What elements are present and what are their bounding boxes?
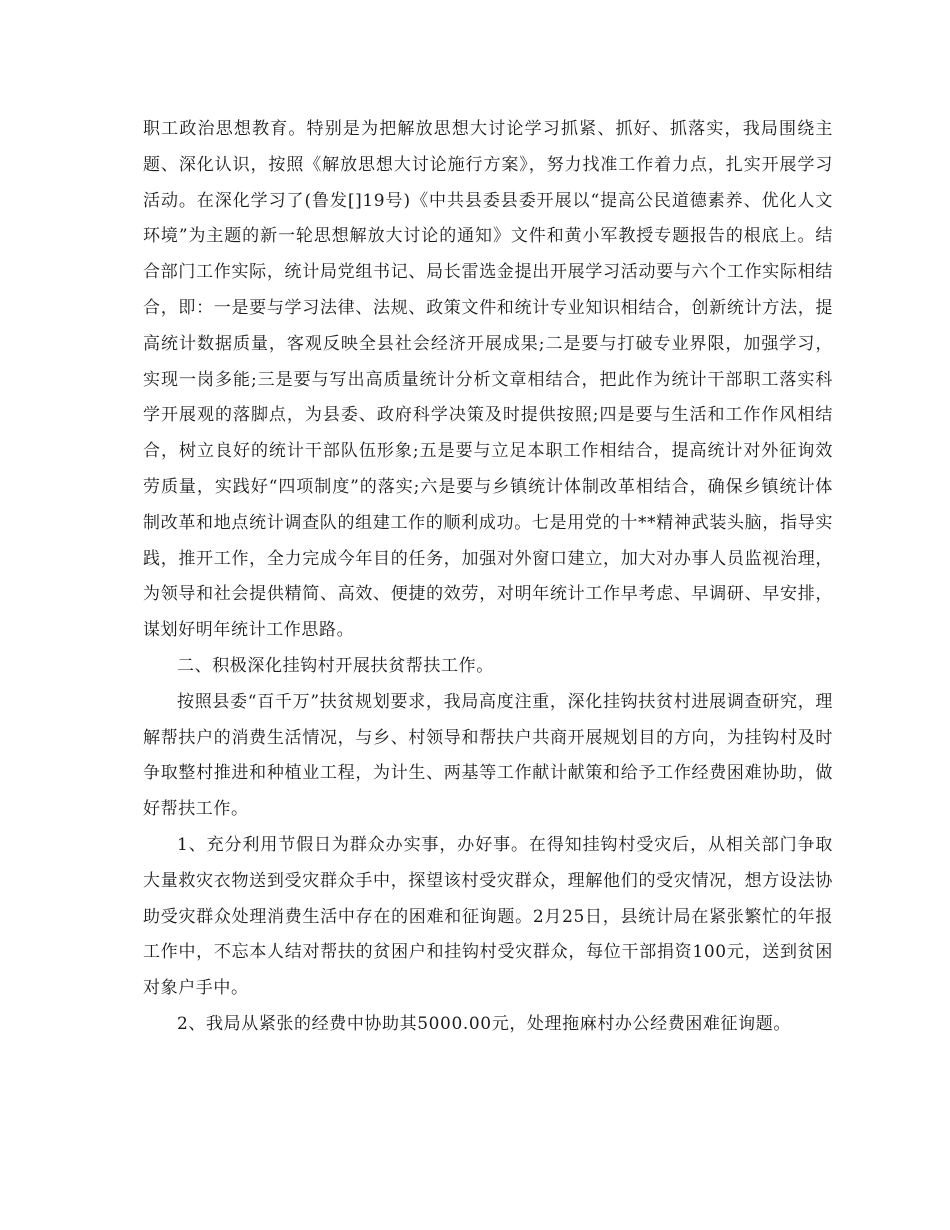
paragraph-continuation: 职工政治思想教育。特别是为把解放思想大讨论学习抓紧、抓好、抓落实，我局围绕主题、深化认识，按照《解放思想大讨论施行方案》，努力找准工作着力点，扎实开展学习活动。在深化学习了(鲁发[]19号)《中共县委县委开展以“提高公民道德素养、优化人文环境”为主题的新一轮思想解放大讨论的通知》文件和黄小军教授专题报告的根底上。结合部门工作实际，统计局党组书记、局长雷选金提出开展学习活动要与六个工作实际相结合，即：一是要与学习法律、法规、政策文件和统计专业知识相结合，创新统计方法，提高统计数据质量，客观反映全县社会经济开展成果;二是要与打破专业界限，加强学习，实现一岗多能;三是要与写出高质量统计分析文章相结合，把此作为统计干部职工落实科学开展观的落脚点，为县委、政府科学决策及时提供按照;四是要与生活和工作作风相结合，树立良好的统计干部队伍形象;五是要与立足本职工作相结合，提高统计对外征询效劳质量，实践好“四项制度”的落实;六是要与乡镇统计体制改革相结合，确保乡镇统计体制改革和地点统计调查队的组建工作的顺利成功。七是用党的十**精神武装头脑，指导实践，推开工作，全力完成今年目的任务，加强对外窗口建立，加大对办事人员监视治理，为领导和社会提供精简、高效、便捷的效劳，对明年统计工作早考虑、早调研、早安排，谋划好明年统计工作思路。 bbox=[143, 119, 833, 641]
list-item-2: 2、我局从紧张的经费中协助其5000.00元，处理拖麻村办公经费困难征询题。 bbox=[177, 1013, 791, 1034]
list-item-1: 1、充分利用节假日为群众办实事，办好事。在得知挂钩村受灾后，从相关部门争取大量救灾衣物送到受灾群众手中，探望该村受灾群众，理解他们的受灾情况，想方设法协助受灾群众处理消费生活中存在的困难和征询题。2月25日，县统计局在紧张繁忙的年报工作中，不忘本人结对帮扶的贫困户和挂钩村受灾群众，每位干部捐资100元，送到贫困对象户手中。 bbox=[143, 834, 833, 999]
section-heading: 二、积极深化挂钩村开展扶贫帮扶工作。 bbox=[177, 655, 494, 676]
document-body bbox=[143, 112, 833, 1043]
paragraph: 按照县委“百千万”扶贫规划要求，我局高度注重，深化挂钩扶贫村进展调查研究，理解帮扶户的消费生活情况，与乡、村领导和帮扶户共商开展规划目的方向，为挂钩村及时争取整村推进和种植业工程，为计生、两基等工作献计献策和给予工作经费困难协助，做好帮扶工作。 bbox=[143, 691, 833, 820]
